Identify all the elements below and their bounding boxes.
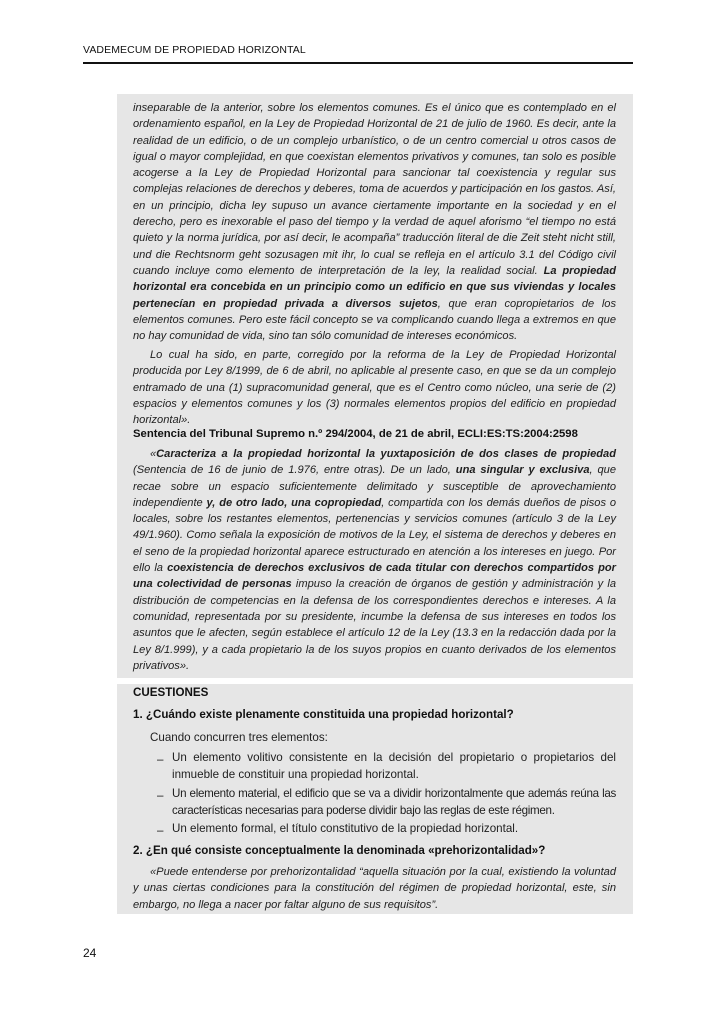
quote-paragraph-1: inseparable de la anterior, sobre los elementos comunes. Es el único que es contemplado en el ordenamiento español, en la Ley de Propiedad Horizontal de 21 de julio de 1960. Es decir, ante la realidad de un edificio, o de un complejo urbanístico, o de un centro comercial u otros casos de igual o mayor complejidad, en que coexistan elementos privativos y comunes, tan solo es posible acogerse a la Ley de Propiedad Horizontal para sancionar tal coexistencia y regular sus complejas relaciones de derechos y deberes, toma de acuerdos y participación en los gastos. Así, en un principio, dicha ley supuso un avance ciertamente importante en la sociedad y en el derecho, pero es inexorable el paso del tiempo y la verdad de aquel aforismo “el tiempo no está quieto y la norma jurídica, por así decir, le acompaña” traducción literal de die Zeit steht nicht still, und die Rechtsnorm geht sozusagen mit ihr, lo cual se refleja en el artículo 3.1 del Código civil cuando incluye como elemento de interpretación de la ley, la realidad social. La propiedad horizontal era concebida en un principio como un edificio en que sus viviendas y locales pertenecían en propiedad privada a diversos sujetos, que eran copropietarios de los elementos comunes. Pero este fácil concepto se va complicando cuando llega a extremos en que no hay comunidad de vida, sino tan sólo comunidad de intereses económicos. — [133, 102, 616, 343]
header-rule — [83, 62, 633, 64]
list-dash: – — [157, 789, 164, 802]
question-2: 2. ¿En qué consiste conceptualmente la denominada «prehorizontalidad»? — [133, 844, 546, 857]
question-1: 1. ¿Cuándo existe plenamente constituida una propiedad horizontal? — [133, 708, 514, 721]
list-dash: – — [157, 753, 164, 766]
quote-paragraph-2: Lo cual ha sido, en parte, corregido por la reforma de la Ley de Propiedad Horizontal producida por Ley 8/1999, de 6 de abril, no aplicable al presente caso, en que se da un complejo entramado de una (1) supracomunidad general, que es el Centro como núcleo, una serie de (2) espacios y elementos comunes y los (3) normales elementos propios del edificio en propiedad horizontal». — [133, 349, 616, 427]
cuestiones-title: CUESTIONES — [133, 686, 209, 699]
sentencia-quote: «Caracteriza a la propiedad horizontal la yuxtaposición de dos clases de propiedad (Sentencia de 16 de junio de 1.976, entre otras). De un lado, una singular y exclusiva, que recae sobre un espacio suficientemente delimitado y susceptible de aprovechamiento independiente y, de otro lado, una copropiedad, compartida con los demás dueños de pisos o locales, sobre los restantes elementos, pertenencias y servicios comunes (artículo 3 de la Ley 49/1.960). Como señala la exposición de motivos de la Ley, el sistema de derechos y deberes en el seno de la propiedad horizontal aparece estructurado en atención a los intereses en juego. Por ello la coexistencia de derechos exclusivos de cada titular con derechos compartidos por una colectividad de personas impuso la creación de órganos de gestión y administración y la distribución de competencias en la defensa de los correspondientes derechos e intereses. A la comunidad, representada por su presidente, incumbe la defensa de sus intereses en todos los asuntos que le afecten, según establece el artículo 12 de la Ley (13.3 en la redacción dada por la Ley 8/1.999), y a cada propietario la de los suyos propios en cuanto derivados de los elementos privativos». — [133, 448, 617, 672]
running-header: VADEMECUM DE PROPIEDAD HORIZONTAL — [83, 44, 306, 56]
sentencia-title: Sentencia del Tribunal Supremo n.º 294/2004, de 21 de abril, ECLI:ES:TS:2004:2598 — [133, 428, 578, 440]
list-item: Un elemento formal, el título constitutivo de la propiedad horizontal. — [172, 822, 519, 835]
bold-emphasis: La propiedad horizontal era concebida en un principio como un edificio en que sus viviendas y locales pertenecían en propiedad privada a diversos sujetos — [133, 264, 616, 310]
page-number: 24 — [83, 946, 97, 960]
list-item: Un elemento material, el edificio que se va a dividir horizontalmente que además reúna las características necesarias para poderse dividir bajo las reglas de este régimen. — [172, 787, 616, 817]
list-dash: – — [157, 824, 164, 837]
question-1-intro: Cuando concurren tres elementos: — [150, 731, 328, 744]
list-item: Un elemento volitivo consistente en la decisión del propietario o propietarios del inmueble de constituir una propiedad horizontal. — [172, 751, 616, 781]
question-2-answer: «Puede entenderse por prehorizontalidad “aquella situación por la cual, existiendo la voluntad y unas ciertas condiciones para la constitución del régimen de propiedad horizontal, este, sin embargo, no llega a nacer por faltar alguno de sus requisitos”. — [133, 866, 616, 911]
